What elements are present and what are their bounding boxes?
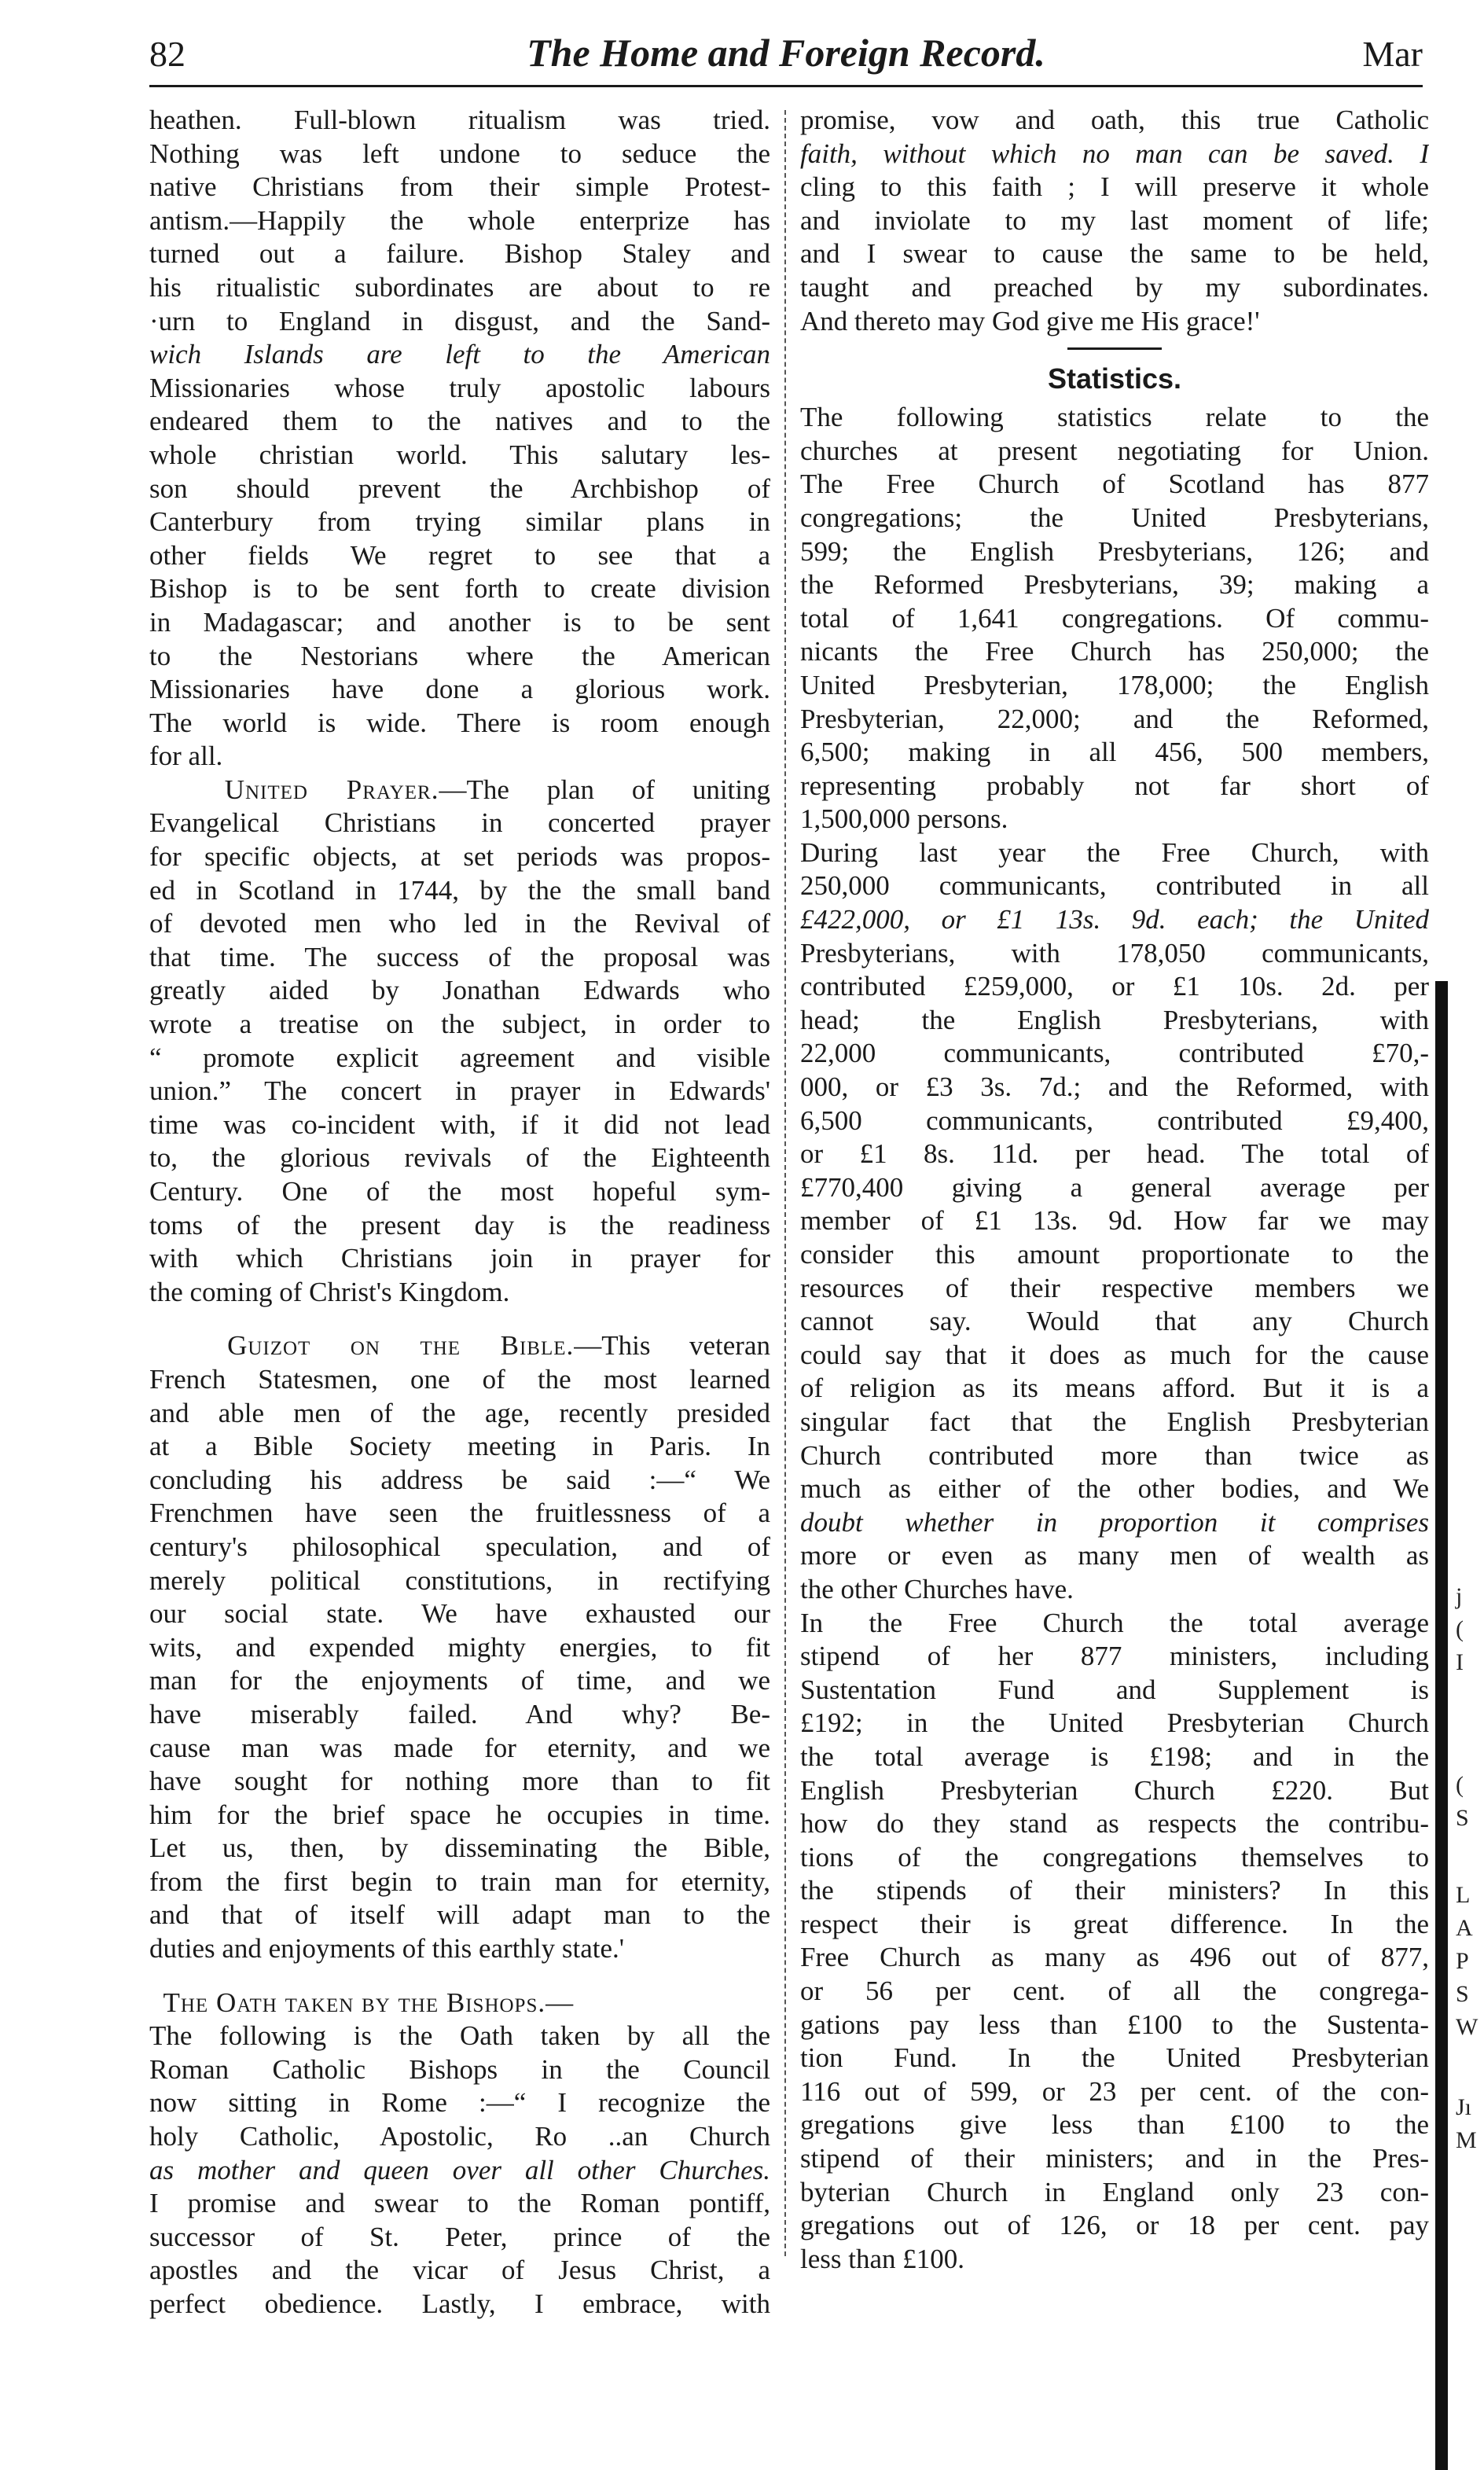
text-line: United Presbyterian, 178,000; the English (800, 669, 1429, 700)
text-line: our social state. We have exhausted our (149, 1598, 770, 1630)
text-line: son should prevent the Archbishop of (149, 472, 770, 504)
section-heading: The Oath taken by the Bishops. (163, 1987, 546, 2018)
text-line: at a Bible Society meeting in Paris. In (149, 1431, 770, 1462)
text-line: Evangelical Christians in concerted prayer (149, 807, 770, 839)
text-line: cling to this faith ; I will preserve it whole (800, 171, 1429, 203)
text-line: him for the brief space he occupies in time. (149, 1799, 770, 1830)
text-line: greatly aided by Jonathan Edwards who (149, 975, 770, 1006)
text-line: man for the enjoyments of time, and we (149, 1665, 770, 1696)
text-line: antism.—Happily the whole enterprize has (149, 204, 770, 236)
text-line: whole christian world. This salutary les- (149, 439, 770, 470)
margin-fragment: j (1456, 1583, 1463, 1609)
text-line: endeared them to the natives and to the (149, 406, 770, 437)
margin-fragment: W (1456, 2014, 1478, 2040)
margin-fragment: ( (1456, 1772, 1464, 1798)
text-line: The following statistics relate to the (800, 402, 1429, 433)
text-line: doubt whether in proportion it comprises (800, 1506, 1429, 1538)
text-run: —This veteran (574, 1330, 770, 1362)
text-line: in Madagascar; and another is to be sent (149, 606, 770, 638)
text-line: churches at present negotiating for Union. (800, 435, 1429, 466)
text-line: faith, without which no man can be saved. I (800, 138, 1429, 169)
text-line: contributed £259,000, or £1 10s. 2d. per (800, 971, 1429, 1002)
text-line: have miserably failed. And why? Be- (149, 1698, 770, 1729)
text-line: And thereto may God give me His grace!' (800, 305, 1260, 336)
margin-fragment: P (1456, 1948, 1469, 1974)
text-line: tions of the congregations themselves to (800, 1841, 1429, 1873)
text-line: concluding his address be said :—“ We (149, 1464, 770, 1495)
statistics-text (800, 401, 1429, 2276)
text-line: could say that it does as much for the cause (800, 1339, 1429, 1370)
text-line: much as either of the other bodies, and We (800, 1473, 1429, 1505)
text-line: merely political constitutions, in rectifying (149, 1564, 770, 1596)
text-line: 6,500; making in all 456, 500 members, (800, 737, 1429, 768)
text-line: or 56 per cent. of all the congrega- (800, 1976, 1429, 2007)
margin-fragment: ( (1456, 1616, 1464, 1642)
text-line: stipend of her 877 ministers, including (800, 1641, 1429, 1672)
text-line: wrote a treatise on the subject, in order to (149, 1009, 770, 1040)
text-line: The following is the Oath taken by all the (149, 2020, 770, 2052)
text-line: The Free Church of Scotland has 877 (800, 469, 1429, 500)
text-line: Missionaries have done a glorious work. (149, 674, 770, 705)
text-line: or £1 8s. 11d. per head. The total of (800, 1138, 1429, 1170)
text-line: Century. One of the most hopeful sym- (149, 1176, 770, 1207)
text-line: Roman Catholic Bishops in the Council (149, 2053, 770, 2085)
section-heading: United Prayer. (224, 774, 439, 805)
text-line: duties and enjoyments of this earthly state.' (149, 1933, 625, 1965)
page-gutter-shadow (1435, 981, 1448, 2470)
text-line: Bishop is to be sent forth to create division (149, 573, 770, 605)
header-month: Mar (1362, 34, 1423, 74)
text-line: to, the glorious revivals of the Eighteenth (149, 1142, 770, 1174)
right-column (800, 104, 1429, 2276)
text-line: Church contributed more than twice as (800, 1439, 1429, 1471)
text-line: 000, or £3 3s. 7d.; and the Reformed, with (800, 1071, 1429, 1103)
text-line: 599; the English Presbyterians, 126; and (800, 535, 1429, 567)
text-line: of religion as its means afford. But it is a (800, 1373, 1429, 1404)
text-line: and inviolate to my last moment of life; (800, 204, 1429, 236)
text-line: tion Fund. In the United Presbyterian (800, 2042, 1429, 2074)
text-line: Presbyterian, 22,000; and the Reformed, (800, 703, 1429, 734)
text-line: from the first begin to train man for eternity, (149, 1865, 770, 1897)
text-line: singular fact that the English Presbyterian (800, 1406, 1429, 1437)
text-line: Presbyterians, with 178,050 communicants, (800, 937, 1429, 969)
text-line: less than £100. (800, 2243, 965, 2274)
text-line: time was co-incident with, if it did not lead (149, 1108, 770, 1140)
margin-fragment: S (1456, 1805, 1469, 1831)
united-prayer-paragraph (149, 774, 770, 1310)
column-divider (784, 110, 786, 2256)
text-line: Canterbury from trying similar plans in (149, 506, 770, 538)
text-line: I promise and swear to the Roman pontiff, (149, 2188, 770, 2219)
text-line: native Christians from their simple Protest- (149, 171, 770, 203)
text-line: Nothing was left undone to seduce the (149, 138, 770, 169)
statistics-heading: Statistics. (1047, 362, 1182, 395)
text-line: respect their is great difference. In the (800, 1908, 1429, 1939)
text-line: with which Christians join in prayer for (149, 1243, 770, 1274)
journal-title: The Home and Foreign Record. (527, 31, 1045, 75)
text-line: £192; in the United Presbyterian Church (800, 1707, 1429, 1739)
text-line: taught and preached by my subordinates. (800, 271, 1429, 303)
oath-continued (800, 104, 1429, 338)
text-line: heathen. Full-blown ritualism was tried. (149, 105, 770, 135)
text-line: French Statesmen, one of the most learned (149, 1363, 770, 1395)
text-line: stipend of their ministers; and in the Pres- (800, 2143, 1429, 2174)
text-line: and that of itself will adapt man to the (149, 1899, 770, 1931)
text-line: resources of their respective members we (800, 1272, 1429, 1303)
text-line: ed in Scotland in 1744, by the the small band (149, 874, 770, 906)
text-line: and I swear to cause the same to be held, (800, 238, 1429, 270)
text-line: his ritualistic subordinates are about to re (149, 271, 770, 303)
text-line: head; the English Presbyterians, with (800, 1004, 1429, 1035)
text-line: total of 1,641 congregations. Of commu- (800, 602, 1429, 634)
text-line: wich Islands are left to the American (149, 339, 770, 370)
text-line: to the Nestorians where the American (149, 640, 770, 671)
text-line: member of £1 13s. 9d. How far we may (800, 1205, 1429, 1237)
text-line: that time. The success of the proposal was (149, 941, 770, 972)
text-line: In the Free Church the total average (800, 1607, 1429, 1638)
text-line: and able men of the age, recently presided (149, 1397, 770, 1428)
margin-fragment: M (1456, 2127, 1477, 2153)
text-line: have sought for nothing more than to fit (149, 1766, 770, 1797)
left-column (149, 104, 770, 2321)
text-line: the Reformed Presbyterians, 39; making a (800, 569, 1429, 601)
text-line: other fields We regret to see that a (149, 539, 770, 571)
text-line: how do they stand as respects the contribu- (800, 1808, 1429, 1840)
text-line: cannot say. Would that any Church (800, 1306, 1429, 1337)
section-rule (800, 338, 1429, 357)
text-line: English Presbyterian Church £220. But (800, 1774, 1429, 1806)
text-line: During last year the Free Church, with (800, 836, 1429, 868)
text-line: perfect obedience. Lastly, I embrace, with (149, 2288, 770, 2319)
text-line: 6,500 communicants, contributed £9,400, (800, 1105, 1429, 1136)
text-line: promise, vow and oath, this true Catholic (800, 105, 1429, 135)
guizot-paragraph (149, 1329, 770, 1965)
text-line: 250,000 communicants, contributed in all (800, 870, 1429, 902)
text-line: the other Churches have. (800, 1573, 1074, 1604)
text-line: now sitting in Rome :—“ I recognize the (149, 2087, 770, 2119)
text-line: Let us, then, by disseminating the Bible, (149, 1832, 770, 1864)
text-run: —The plan of uniting (439, 774, 770, 805)
text-line: the stipends of their ministers? In this (800, 1875, 1429, 1906)
text-line: for all. (149, 741, 223, 772)
margin-fragment: I (1456, 1649, 1464, 1675)
margin-fragment: A (1456, 1915, 1473, 1941)
text-line: Free Church as many as 496 out of 877, (800, 1942, 1429, 1973)
text-line: Sustentation Fund and Supplement is (800, 1674, 1429, 1705)
text-line: 22,000 communicants, contributed £70,- (800, 1038, 1429, 1069)
text-line: Frenchmen have seen the fruitlessness of a (149, 1498, 770, 1529)
text-line: consider this amount proportionate to the (800, 1239, 1429, 1270)
section-heading: Guizot on the Bible. (227, 1330, 575, 1362)
text-line: 116 out of 599, or 23 per cent. of the con- (800, 2075, 1429, 2107)
text-line: £770,400 giving a general average per (800, 1171, 1429, 1203)
text-line: toms of the present day is the readiness (149, 1209, 770, 1241)
text-line: cause man was made for eternity, and we (149, 1732, 770, 1763)
text-line: the total average is £198; and in the (800, 1740, 1429, 1772)
text-line: more or even as many men of wealth as (800, 1540, 1429, 1571)
margin-fragment: S (1456, 1981, 1469, 2007)
page-number: 82 (149, 34, 186, 74)
text-line: union.” The concert in prayer in Edwards' (149, 1075, 770, 1107)
text-line: “ promote explicit agreement and visible (149, 1042, 770, 1073)
text-line: Missionaries whose truly apostolic labours (149, 372, 770, 403)
text-line: byterian Church in England only 23 con- (800, 2176, 1429, 2207)
text-line: of devoted men who led in the Revival of (149, 908, 770, 939)
text-line: gregations give less than £100 to the (800, 2109, 1429, 2141)
text-line: nicants the Free Church has 250,000; the (800, 636, 1429, 667)
margin-fragment: L (1456, 1882, 1471, 1908)
ritualism-paragraph (149, 104, 770, 774)
text-line: the coming of Christ's Kingdom. (149, 1276, 510, 1307)
text-run: — (545, 1987, 574, 2018)
running-header (149, 30, 1423, 87)
text-line: wits, and expended mighty energies, to fit (149, 1631, 770, 1663)
text-line: apostles and the vicar of Jesus Christ, a (149, 2255, 770, 2286)
text-line: century's philosophical speculation, and of (149, 1531, 770, 1562)
text-line: gations pay less than £100 to the Sustenta- (800, 2009, 1429, 2040)
text-line: turned out a failure. Bishop Staley and (149, 238, 770, 270)
text-line: 1,500,000 persons. (800, 803, 1008, 835)
margin-fragment: Jı (1456, 2094, 1472, 2120)
text-line: ·urn to England in disgust, and the Sand- (149, 305, 770, 336)
text-line: successor of St. Peter, prince of the (149, 2221, 770, 2252)
text-line: £422,000, or £1 13s. 9d. each; the United (800, 904, 1429, 935)
text-line: holy Catholic, Apostolic, Ro ..an Church (149, 2121, 770, 2152)
text-line: for specific objects, at set periods was propos- (149, 841, 770, 873)
text-line: representing probably not far short of (800, 770, 1429, 801)
text-line: The world is wide. There is room enough (149, 707, 770, 738)
text-line: as mother and queen over all other Churches. (149, 2154, 770, 2185)
text-line: gregations out of 126, or 18 per cent. pay (800, 2210, 1429, 2241)
text-line: congregations; the United Presbyterians, (800, 502, 1429, 533)
oath-paragraph (149, 1987, 770, 2321)
